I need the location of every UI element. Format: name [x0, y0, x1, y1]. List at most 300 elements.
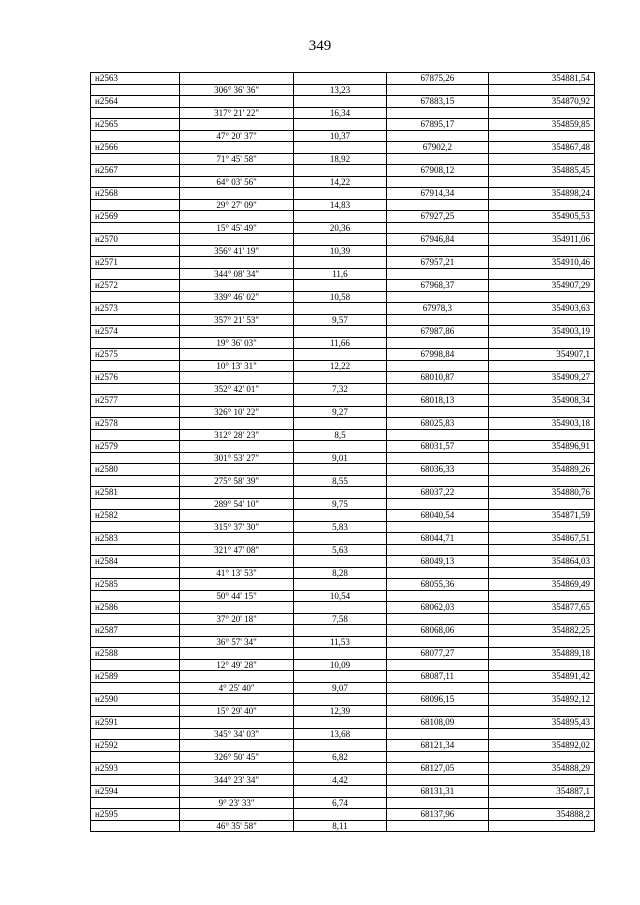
point-name-cell: н2591	[91, 717, 180, 729]
x-coordinate-cell: 67927,25	[387, 211, 488, 223]
y-coordinate-cell: 354892,12	[488, 694, 594, 706]
point-name-cell: н2582	[91, 510, 180, 522]
y-coordinate-cell: 354881,54	[488, 73, 594, 85]
direction-angle-cell: 275° 58' 39"	[180, 475, 293, 487]
x-coordinate-cell: 68044,71	[387, 533, 488, 545]
empty-cell	[91, 567, 180, 579]
point-name-cell: н2572	[91, 280, 180, 292]
y-coordinate-cell: 354882,25	[488, 625, 594, 637]
empty-cell	[180, 188, 293, 200]
empty-cell	[387, 268, 488, 280]
x-coordinate-cell: 68031,57	[387, 441, 488, 453]
empty-cell	[387, 406, 488, 418]
empty-cell	[387, 153, 488, 165]
empty-cell	[180, 165, 293, 177]
empty-cell	[387, 176, 488, 188]
empty-cell	[91, 751, 180, 763]
point-name-cell: н2586	[91, 602, 180, 614]
distance-cell: 14,22	[293, 176, 386, 188]
segment-row	[91, 705, 595, 717]
empty-cell	[488, 130, 594, 142]
point-name-cell: н2579	[91, 441, 180, 453]
empty-cell	[180, 395, 293, 407]
point-name-cell: н2592	[91, 740, 180, 752]
point-name-cell: н2566	[91, 142, 180, 154]
direction-angle-cell: 50° 44' 15"	[180, 590, 293, 602]
empty-cell	[180, 418, 293, 430]
point-name-cell: н2581	[91, 487, 180, 499]
segment-row	[91, 820, 595, 832]
empty-cell	[488, 682, 594, 694]
y-coordinate-cell: 354907,1	[488, 349, 594, 361]
distance-cell: 12,39	[293, 705, 386, 717]
empty-cell	[387, 659, 488, 671]
empty-cell	[387, 682, 488, 694]
point-row	[91, 464, 595, 476]
empty-cell	[488, 728, 594, 740]
y-coordinate-cell: 354864,03	[488, 556, 594, 568]
empty-cell	[488, 636, 594, 648]
empty-cell	[293, 556, 386, 568]
y-coordinate-cell: 354859,85	[488, 119, 594, 131]
y-coordinate-cell: 354908,34	[488, 395, 594, 407]
point-row	[91, 211, 595, 223]
empty-cell	[180, 464, 293, 476]
segment-row	[91, 107, 595, 119]
empty-cell	[488, 245, 594, 257]
empty-cell	[293, 280, 386, 292]
point-row	[91, 142, 595, 154]
distance-cell: 10,39	[293, 245, 386, 257]
distance-cell: 5,83	[293, 521, 386, 533]
x-coordinate-cell: 67895,17	[387, 119, 488, 131]
empty-cell	[387, 544, 488, 556]
point-name-cell: н2573	[91, 303, 180, 315]
x-coordinate-cell: 68127,05	[387, 763, 488, 775]
segment-row	[91, 153, 595, 165]
empty-cell	[293, 740, 386, 752]
direction-angle-cell: 4° 25' 40"	[180, 682, 293, 694]
empty-cell	[387, 314, 488, 326]
empty-cell	[91, 314, 180, 326]
empty-cell	[293, 786, 386, 798]
empty-cell	[387, 337, 488, 349]
empty-cell	[387, 498, 488, 510]
x-coordinate-cell: 68087,11	[387, 671, 488, 683]
empty-cell	[488, 337, 594, 349]
empty-cell	[91, 521, 180, 533]
segment-row	[91, 774, 595, 786]
distance-cell: 14,83	[293, 199, 386, 211]
x-coordinate-cell: 68025,83	[387, 418, 488, 430]
segment-row	[91, 406, 595, 418]
distance-cell: 11,6	[293, 268, 386, 280]
distance-cell: 9,07	[293, 682, 386, 694]
direction-angle-cell: 306° 36' 36"	[180, 84, 293, 96]
empty-cell	[488, 544, 594, 556]
direction-angle-cell: 321° 47' 08"	[180, 544, 293, 556]
empty-cell	[180, 372, 293, 384]
distance-cell: 13,23	[293, 84, 386, 96]
distance-cell: 9,75	[293, 498, 386, 510]
empty-cell	[91, 774, 180, 786]
y-coordinate-cell: 354910,46	[488, 257, 594, 269]
y-coordinate-cell: 354909,27	[488, 372, 594, 384]
point-name-cell: н2571	[91, 257, 180, 269]
distance-cell: 6,82	[293, 751, 386, 763]
distance-cell: 4,42	[293, 774, 386, 786]
y-coordinate-cell: 354903,19	[488, 326, 594, 338]
point-row	[91, 234, 595, 246]
empty-cell	[293, 510, 386, 522]
point-row	[91, 625, 595, 637]
segment-row	[91, 544, 595, 556]
empty-cell	[488, 360, 594, 372]
direction-angle-cell: 326° 10' 22"	[180, 406, 293, 418]
y-coordinate-cell: 354867,48	[488, 142, 594, 154]
empty-cell	[293, 349, 386, 361]
empty-cell	[91, 820, 180, 832]
point-row	[91, 694, 595, 706]
empty-cell	[488, 268, 594, 280]
direction-angle-cell: 301° 53' 27"	[180, 452, 293, 464]
empty-cell	[91, 383, 180, 395]
empty-cell	[91, 797, 180, 809]
x-coordinate-cell: 67998,84	[387, 349, 488, 361]
page-number: 349	[308, 38, 332, 54]
empty-cell	[387, 429, 488, 441]
point-name-cell: н2594	[91, 786, 180, 798]
empty-cell	[293, 96, 386, 108]
point-row	[91, 349, 595, 361]
segment-row	[91, 452, 595, 464]
empty-cell	[387, 130, 488, 142]
x-coordinate-cell: 68108,09	[387, 717, 488, 729]
point-name-cell: н2570	[91, 234, 180, 246]
y-coordinate-cell: 354892,02	[488, 740, 594, 752]
segment-row	[91, 222, 595, 234]
distance-cell: 9,01	[293, 452, 386, 464]
segment-row	[91, 682, 595, 694]
empty-cell	[91, 475, 180, 487]
point-name-cell: н2576	[91, 372, 180, 384]
x-coordinate-cell: 68068,06	[387, 625, 488, 637]
distance-cell: 8,11	[293, 820, 386, 832]
empty-cell	[387, 774, 488, 786]
segment-row	[91, 797, 595, 809]
direction-angle-cell: 344° 23' 34"	[180, 774, 293, 786]
direction-angle-cell: 71° 45' 58"	[180, 153, 293, 165]
empty-cell	[488, 176, 594, 188]
empty-cell	[293, 717, 386, 729]
x-coordinate-cell: 67883,15	[387, 96, 488, 108]
distance-cell: 18,92	[293, 153, 386, 165]
empty-cell	[91, 498, 180, 510]
direction-angle-cell: 19° 36' 03"	[180, 337, 293, 349]
x-coordinate-cell: 67957,21	[387, 257, 488, 269]
direction-angle-cell: 10° 13' 31"	[180, 360, 293, 372]
segment-row	[91, 613, 595, 625]
y-coordinate-cell: 354905,53	[488, 211, 594, 223]
empty-cell	[180, 234, 293, 246]
empty-cell	[91, 245, 180, 257]
direction-angle-cell: 12° 49' 28"	[180, 659, 293, 671]
empty-cell	[488, 222, 594, 234]
y-coordinate-cell: 354895,43	[488, 717, 594, 729]
y-coordinate-cell: 354903,63	[488, 303, 594, 315]
empty-cell	[180, 96, 293, 108]
direction-angle-cell: 15° 29' 40"	[180, 705, 293, 717]
empty-cell	[293, 671, 386, 683]
point-row	[91, 303, 595, 315]
segment-row	[91, 659, 595, 671]
empty-cell	[180, 349, 293, 361]
point-row	[91, 602, 595, 614]
empty-cell	[387, 521, 488, 533]
point-name-cell: н2580	[91, 464, 180, 476]
point-name-cell: н2595	[91, 809, 180, 821]
y-coordinate-cell: 354869,49	[488, 579, 594, 591]
direction-angle-cell: 15° 45' 49"	[180, 222, 293, 234]
empty-cell	[387, 84, 488, 96]
x-coordinate-cell: 67908,12	[387, 165, 488, 177]
empty-cell	[387, 567, 488, 579]
empty-cell	[293, 119, 386, 131]
x-coordinate-cell: 68037,22	[387, 487, 488, 499]
empty-cell	[387, 797, 488, 809]
y-coordinate-cell: 354888,29	[488, 763, 594, 775]
empty-cell	[180, 303, 293, 315]
y-coordinate-cell: 354877,65	[488, 602, 594, 614]
empty-cell	[180, 211, 293, 223]
empty-cell	[387, 751, 488, 763]
direction-angle-cell: 46° 35' 58"	[180, 820, 293, 832]
empty-cell	[488, 498, 594, 510]
empty-cell	[488, 383, 594, 395]
empty-cell	[180, 671, 293, 683]
empty-cell	[387, 820, 488, 832]
point-row	[91, 763, 595, 775]
segment-row	[91, 84, 595, 96]
distance-cell: 13,68	[293, 728, 386, 740]
empty-cell	[91, 199, 180, 211]
empty-cell	[488, 475, 594, 487]
distance-cell: 16,34	[293, 107, 386, 119]
x-coordinate-cell: 67987,86	[387, 326, 488, 338]
y-coordinate-cell: 354870,92	[488, 96, 594, 108]
point-name-cell: н2588	[91, 648, 180, 660]
x-coordinate-cell: 68131,31	[387, 786, 488, 798]
distance-cell: 8,55	[293, 475, 386, 487]
empty-cell	[488, 429, 594, 441]
segment-row	[91, 360, 595, 372]
empty-cell	[91, 659, 180, 671]
point-row	[91, 648, 595, 660]
x-coordinate-cell: 68062,03	[387, 602, 488, 614]
empty-cell	[387, 475, 488, 487]
empty-cell	[91, 452, 180, 464]
y-coordinate-cell: 354867,51	[488, 533, 594, 545]
empty-cell	[488, 751, 594, 763]
segment-row	[91, 475, 595, 487]
segment-row	[91, 291, 595, 303]
empty-cell	[180, 257, 293, 269]
distance-cell: 8,28	[293, 567, 386, 579]
segment-row	[91, 383, 595, 395]
empty-cell	[387, 245, 488, 257]
empty-cell	[91, 222, 180, 234]
distance-cell: 7,32	[293, 383, 386, 395]
point-row	[91, 579, 595, 591]
empty-cell	[387, 107, 488, 119]
distance-cell: 20,36	[293, 222, 386, 234]
empty-cell	[180, 809, 293, 821]
empty-cell	[293, 372, 386, 384]
direction-angle-cell: 29° 27' 09"	[180, 199, 293, 211]
empty-cell	[488, 107, 594, 119]
empty-cell	[488, 521, 594, 533]
empty-cell	[91, 84, 180, 96]
empty-cell	[91, 406, 180, 418]
empty-cell	[387, 291, 488, 303]
empty-cell	[293, 142, 386, 154]
x-coordinate-cell: 68096,15	[387, 694, 488, 706]
x-coordinate-cell: 67968,37	[387, 280, 488, 292]
distance-cell: 5,63	[293, 544, 386, 556]
empty-cell	[180, 602, 293, 614]
y-coordinate-cell: 354898,24	[488, 188, 594, 200]
segment-row	[91, 728, 595, 740]
x-coordinate-cell: 68049,13	[387, 556, 488, 568]
direction-angle-cell: 47° 20' 37"	[180, 130, 293, 142]
empty-cell	[293, 234, 386, 246]
distance-cell: 10,37	[293, 130, 386, 142]
empty-cell	[91, 268, 180, 280]
empty-cell	[91, 636, 180, 648]
empty-cell	[488, 314, 594, 326]
segment-row	[91, 199, 595, 211]
x-coordinate-cell: 68036,33	[387, 464, 488, 476]
distance-cell: 7,58	[293, 613, 386, 625]
empty-cell	[488, 797, 594, 809]
y-coordinate-cell: 354896,91	[488, 441, 594, 453]
empty-cell	[488, 199, 594, 211]
empty-cell	[180, 648, 293, 660]
y-coordinate-cell: 354888,2	[488, 809, 594, 821]
segment-row	[91, 337, 595, 349]
empty-cell	[293, 487, 386, 499]
y-coordinate-cell: 354889,26	[488, 464, 594, 476]
empty-cell	[91, 107, 180, 119]
x-coordinate-cell: 68055,36	[387, 579, 488, 591]
y-coordinate-cell: 354871,59	[488, 510, 594, 522]
empty-cell	[293, 809, 386, 821]
empty-cell	[387, 222, 488, 234]
point-row	[91, 395, 595, 407]
direction-angle-cell: 36° 57' 34"	[180, 636, 293, 648]
empty-cell	[293, 763, 386, 775]
empty-cell	[488, 590, 594, 602]
point-row	[91, 510, 595, 522]
segment-row	[91, 245, 595, 257]
point-row	[91, 786, 595, 798]
empty-cell	[387, 360, 488, 372]
empty-cell	[293, 418, 386, 430]
empty-cell	[488, 291, 594, 303]
empty-cell	[293, 441, 386, 453]
empty-cell	[91, 544, 180, 556]
y-coordinate-cell: 354880,76	[488, 487, 594, 499]
y-coordinate-cell: 354911,06	[488, 234, 594, 246]
empty-cell	[387, 636, 488, 648]
distance-cell: 6,74	[293, 797, 386, 809]
empty-cell	[488, 567, 594, 579]
x-coordinate-cell: 67946,84	[387, 234, 488, 246]
point-row	[91, 188, 595, 200]
distance-cell: 10,58	[293, 291, 386, 303]
direction-angle-cell: 315° 37' 30"	[180, 521, 293, 533]
x-coordinate-cell: 67978,3	[387, 303, 488, 315]
empty-cell	[488, 613, 594, 625]
empty-cell	[387, 452, 488, 464]
point-name-cell: н2585	[91, 579, 180, 591]
empty-cell	[91, 613, 180, 625]
segment-row	[91, 590, 595, 602]
segment-row	[91, 176, 595, 188]
empty-cell	[180, 326, 293, 338]
empty-cell	[180, 73, 293, 85]
empty-cell	[293, 188, 386, 200]
distance-cell: 11,66	[293, 337, 386, 349]
direction-angle-cell: 37° 20' 18"	[180, 613, 293, 625]
point-row	[91, 119, 595, 131]
empty-cell	[180, 625, 293, 637]
point-name-cell: н2593	[91, 763, 180, 775]
x-coordinate-cell: 67914,34	[387, 188, 488, 200]
empty-cell	[293, 533, 386, 545]
point-row	[91, 165, 595, 177]
empty-cell	[488, 153, 594, 165]
empty-cell	[293, 602, 386, 614]
empty-cell	[488, 820, 594, 832]
point-row	[91, 809, 595, 821]
segment-row	[91, 751, 595, 763]
empty-cell	[293, 303, 386, 315]
point-name-cell: н2577	[91, 395, 180, 407]
empty-cell	[293, 257, 386, 269]
empty-cell	[180, 694, 293, 706]
y-coordinate-cell: 354885,45	[488, 165, 594, 177]
empty-cell	[488, 84, 594, 96]
segment-row	[91, 636, 595, 648]
empty-cell	[91, 705, 180, 717]
empty-cell	[180, 740, 293, 752]
point-name-cell: н2568	[91, 188, 180, 200]
distance-cell: 9,57	[293, 314, 386, 326]
point-row	[91, 280, 595, 292]
x-coordinate-cell: 68137,96	[387, 809, 488, 821]
point-name-cell: н2563	[91, 73, 180, 85]
point-row	[91, 740, 595, 752]
empty-cell	[387, 728, 488, 740]
empty-cell	[293, 648, 386, 660]
point-name-cell: н2565	[91, 119, 180, 131]
point-row	[91, 372, 595, 384]
distance-cell: 10,54	[293, 590, 386, 602]
point-row	[91, 418, 595, 430]
empty-cell	[91, 360, 180, 372]
empty-cell	[387, 705, 488, 717]
